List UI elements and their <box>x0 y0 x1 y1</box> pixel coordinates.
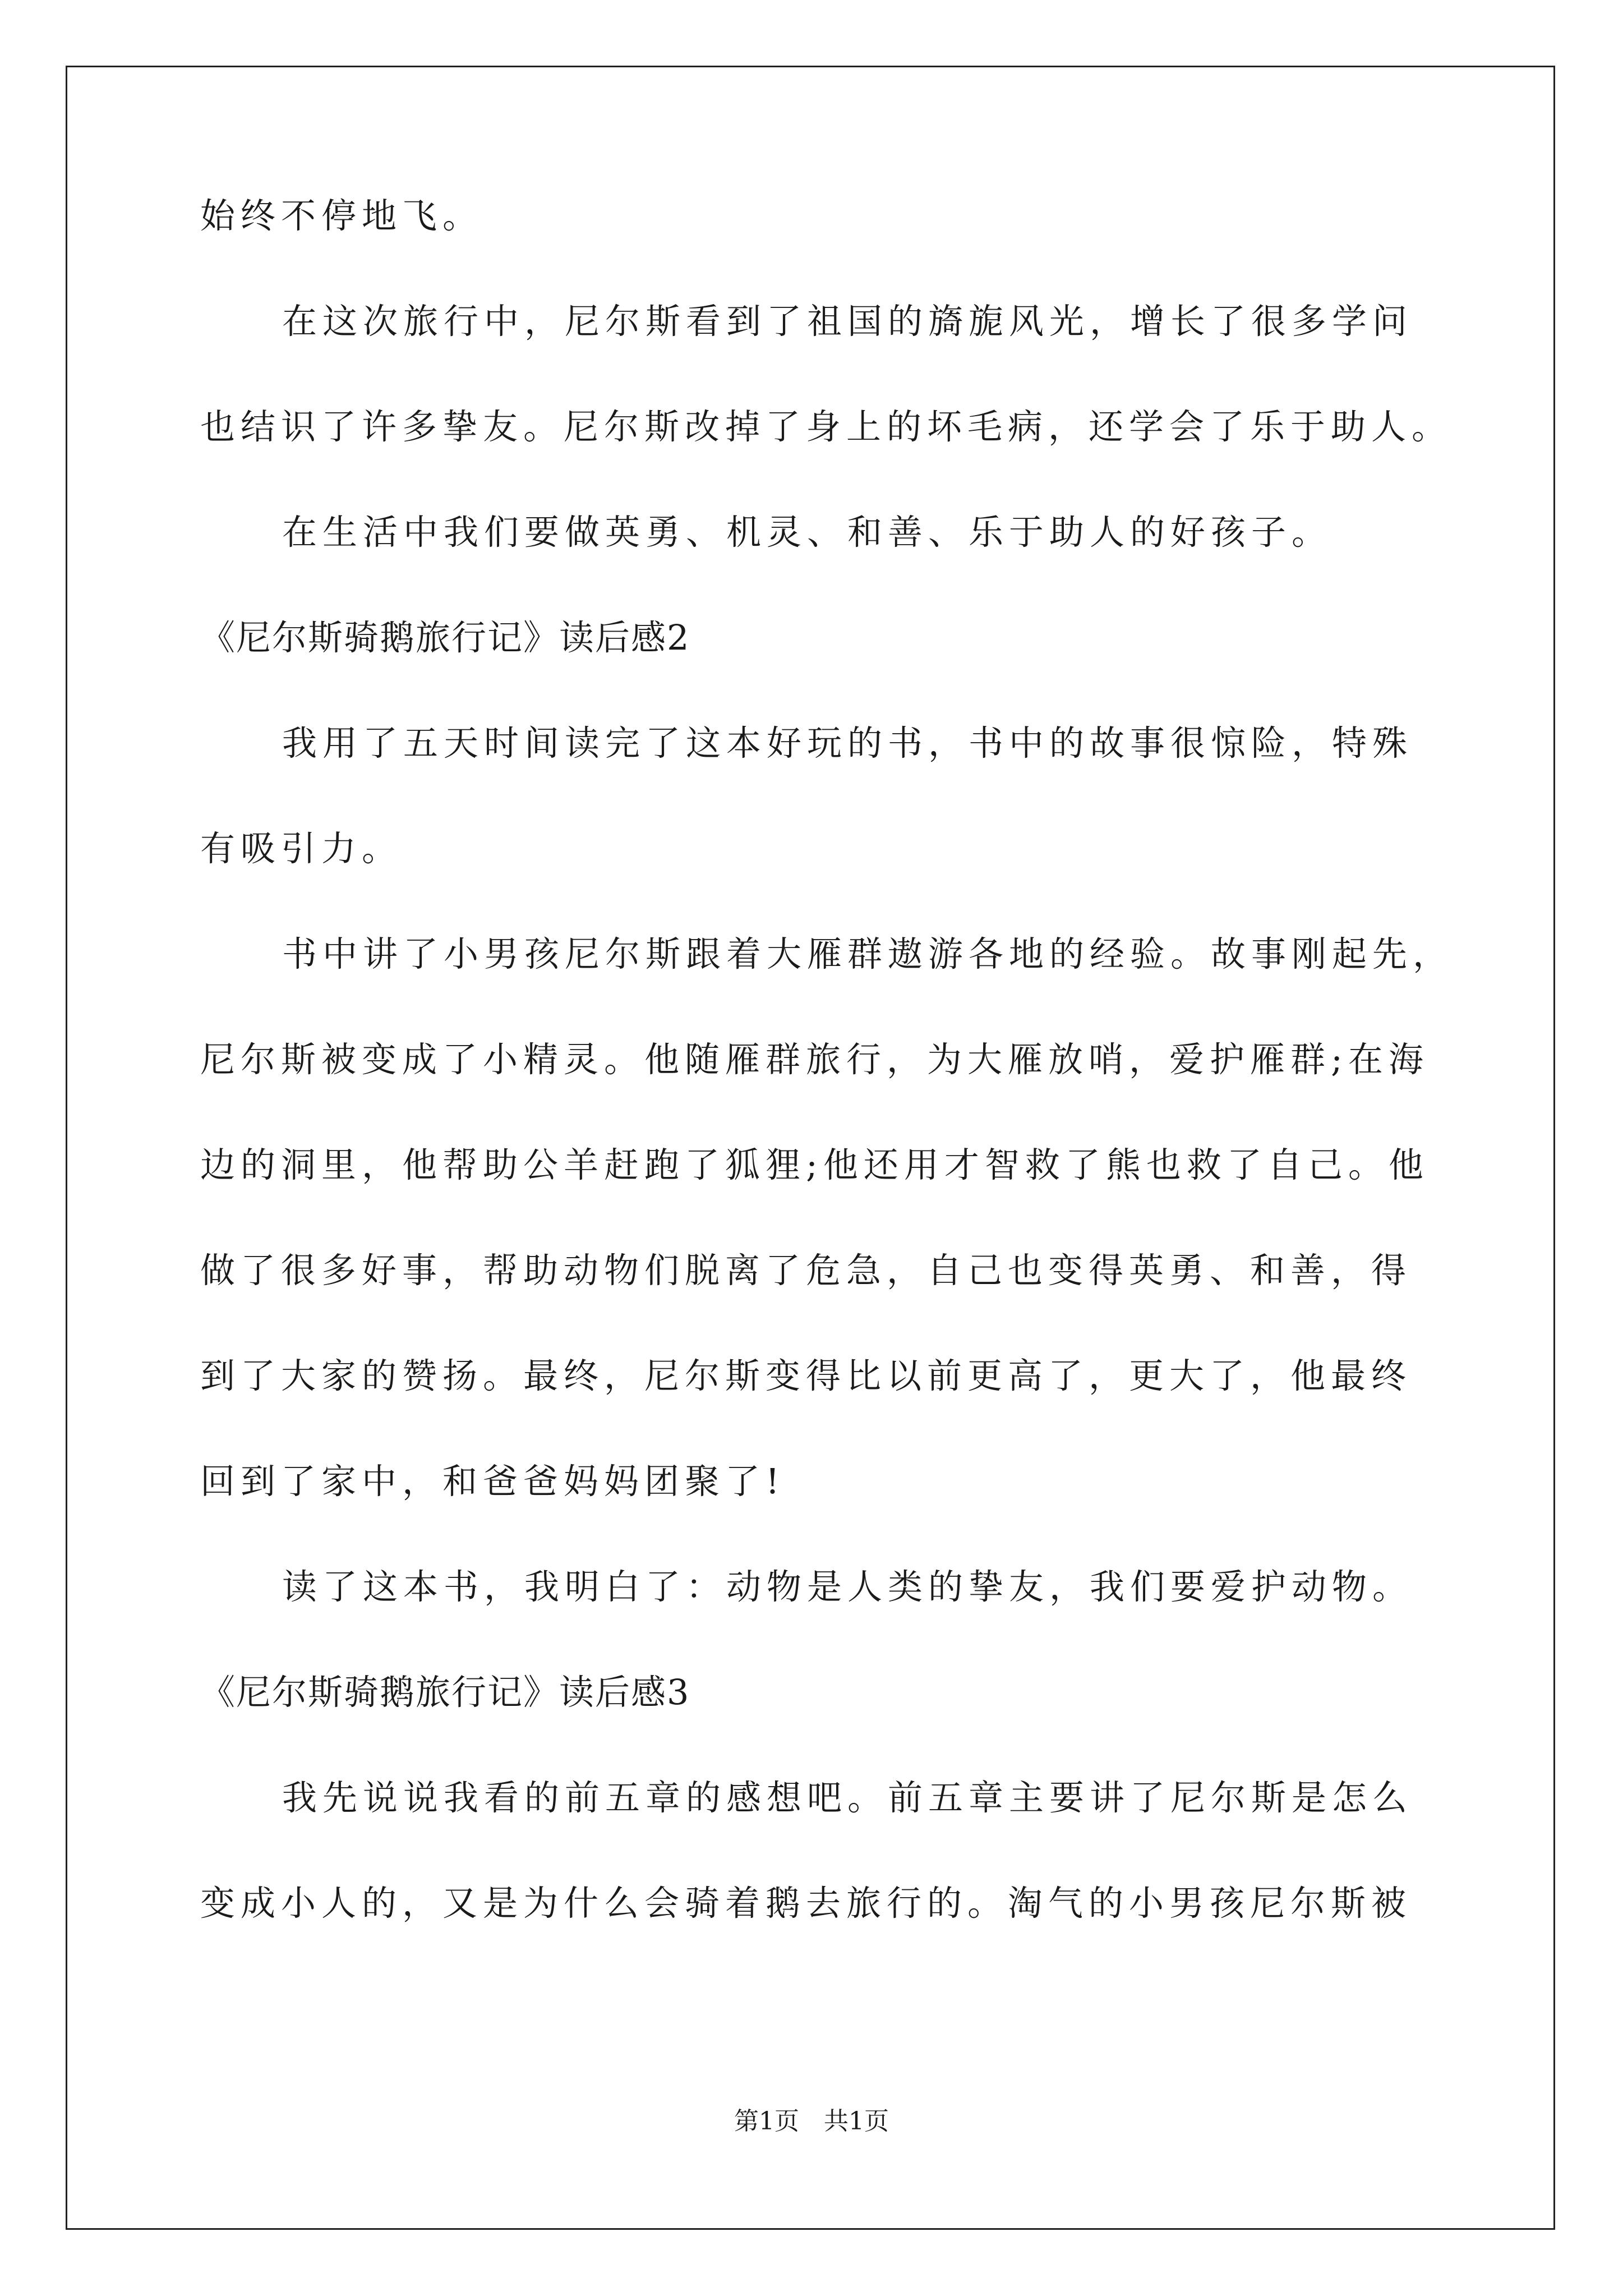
paragraph-line: 做了很多好事，帮助动物们脱离了危急，自己也变得英勇、和善，得 <box>200 1250 1412 1291</box>
paragraph-line: 在这次旅行中，尼尔斯看到了祖国的旖旎风光，增长了很多学问 <box>282 301 1413 342</box>
paragraph-line: 我用了五天时间读完了这本好玩的书，书中的故事很惊险，特殊 <box>282 723 1413 763</box>
paragraph-line: 回到了家中，和爸爸妈妈团聚了! <box>200 1461 785 1502</box>
paragraph-line: 我先说说我看的前五章的感想吧。前五章主要讲了尼尔斯是怎么 <box>282 1777 1413 1818</box>
page-number: 第1页 共1页 <box>734 2107 889 2136</box>
paragraph-line: 到了大家的赞扬。最终，尼尔斯变得比以前更高了，更大了，他最终 <box>200 1355 1412 1396</box>
paragraph-line: 边的洞里，他帮助公羊赶跑了狐狸;他还用才智救了熊也救了自己。他 <box>200 1144 1429 1185</box>
paragraph-line: 始终不停地飞。 <box>200 195 483 236</box>
paragraph-line: 变成小人的，又是为什么会骑着鹅去旅行的。淘气的小男孩尼尔斯被 <box>200 1883 1412 1924</box>
paragraph-line: 也结识了许多挚友。尼尔斯改掉了身上的坏毛病，还学会了乐于助人。 <box>200 406 1453 447</box>
paragraph-line: 在生活中我们要做英勇、机灵、和善、乐于助人的好孩子。 <box>282 512 1332 553</box>
paragraph-line: 书中讲了小男孩尼尔斯跟着大雁群遨游各地的经验。故事刚起先， <box>282 933 1454 974</box>
section-heading: 《尼尔斯骑鹅旅行记》读后感3 <box>200 1672 690 1713</box>
paragraph-line: 读了这本书，我明白了：动物是人类的挚友，我们要爱护动物。 <box>282 1566 1413 1607</box>
section-heading: 《尼尔斯骑鹅旅行记》读后感2 <box>200 617 690 658</box>
paragraph-line: 尼尔斯被变成了小精灵。他随雁群旅行，为大雁放哨，爱护雁群;在海 <box>200 1039 1429 1080</box>
paragraph-line: 有吸引力。 <box>200 828 403 869</box>
